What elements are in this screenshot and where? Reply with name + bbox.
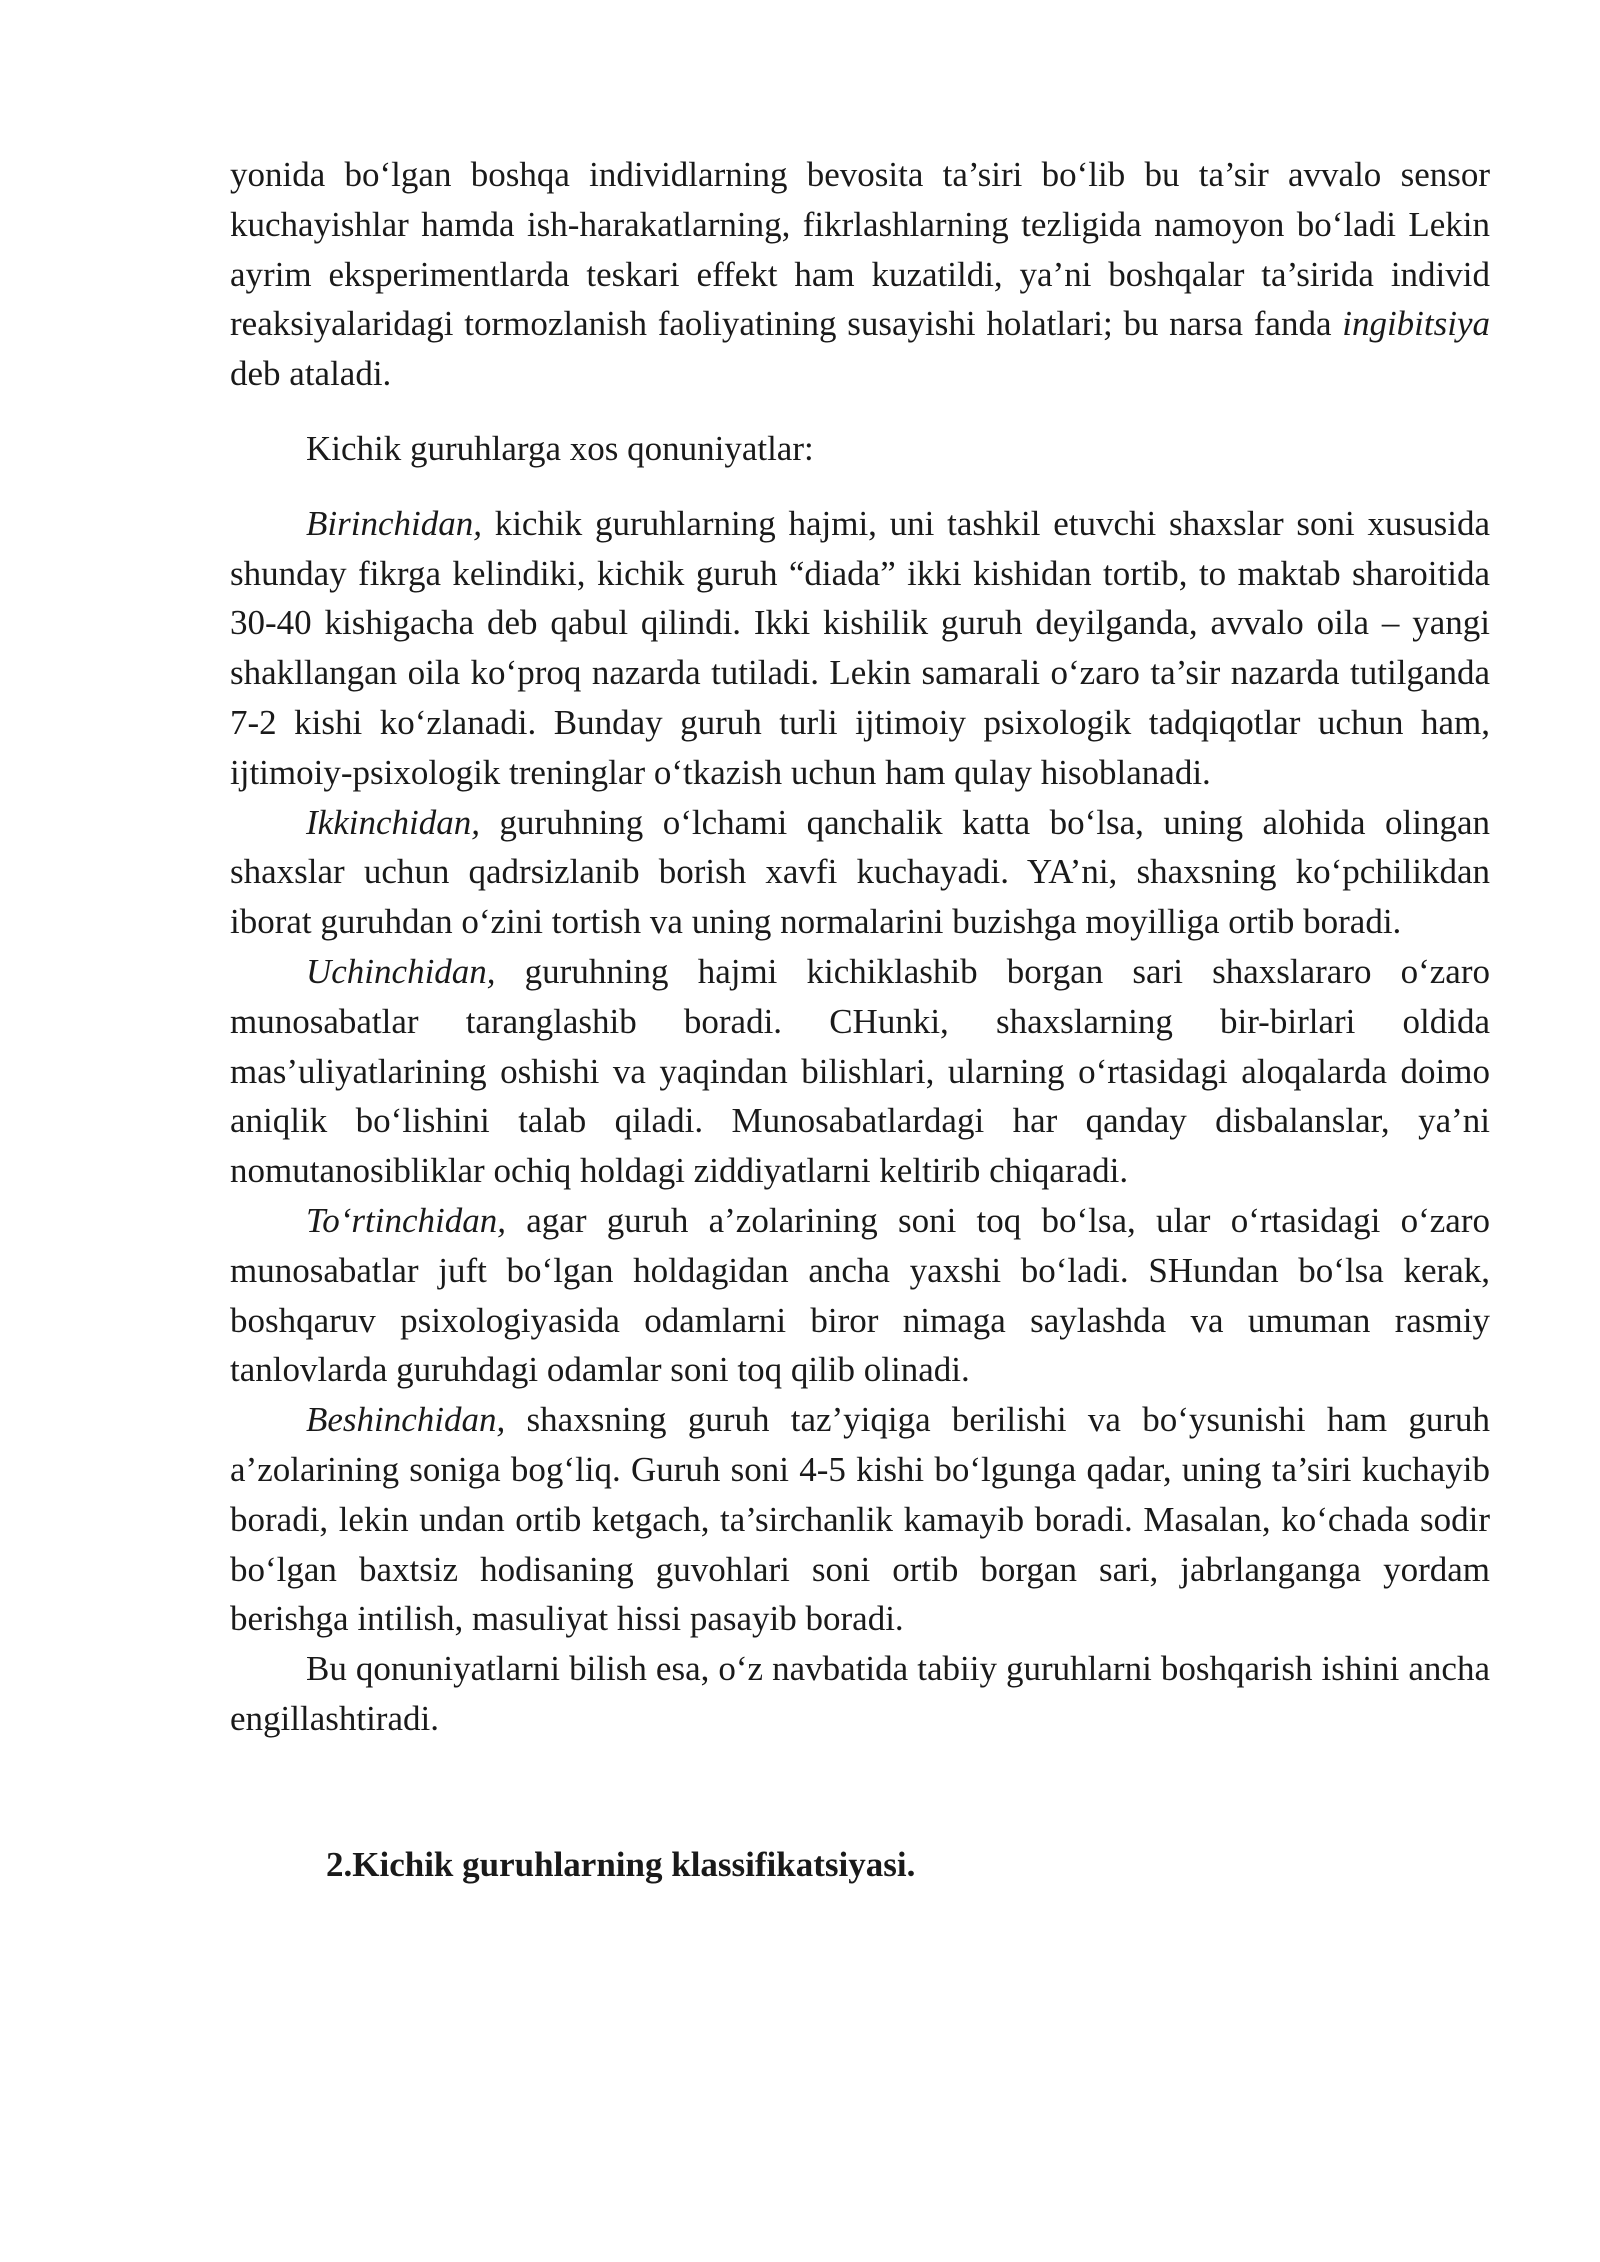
paragraph-fifth-law [230,1395,1490,1644]
paragraph-text: Kichik guruhlarga xos qonuniyatlar: [306,428,814,468]
paragraph-text: deb ataladi. [230,354,392,394]
italic-lead: Uchinchidan, [306,951,496,991]
italic-lead: Beshinchidan, [306,1400,506,1440]
paragraph-conclusion [230,1644,1490,1744]
italic-lead: Ikkinchidan, [306,802,480,842]
document-body [230,150,1490,1890]
paragraph-text: guruhning o‘lchami qanchalik katta bo‘lsa, uning alohida olingan shaxslar uchun qadrsizlanib borish xavfi kuchayadi. YA’ni, shaxsning ko‘pchilikdan iborat guruhdan o‘zini tortish va uning normalarini buzishga moyilliga ortib boradi. [230,802,1490,942]
italic-term: ingibitsiya [1342,304,1490,344]
section-heading: 2.Kichik guruhlarning klassifikatsiyasi. [326,1844,916,1884]
paragraph-text: kichik guruhlarning hajmi, uni tashkil etuvchi shaxslar soni xususida shunday fikrga kelindiki, kichik guruh “diada” ikki kishidan tortib, to maktab sharoitida 30-40 kishigacha deb qabul qilindi. Ikki kishilik guruh deyilganda, avvalo oila – yangi shakllangan oila ko‘proq nazarda tutiladi. Lekin samarali o‘zaro ta’sir nazarda tutilganda 7-2 kishi ko‘zlanadi. Bunday guruh turli ijtimoiy psixologik tadqiqotlar uchun ham, ijtimoiy-psixologik treninglar o‘tkazish uchun ham qulay hisoblanadi. [230,503,1490,792]
paragraph-continuation [230,150,1490,399]
italic-lead: To‘rtinchidan, [306,1200,506,1240]
italic-lead: Birinchidan, [306,503,482,543]
paragraph-fourth-law [230,1196,1490,1395]
paragraph-third-law [230,947,1490,1196]
paragraph-text: Bu qonuniyatlarni bilish esa, o‘z navbatida tabiiy guruhlarni boshqarish ishini ancha engillashtiradi. [230,1649,1490,1738]
paragraph-text: agar guruh a’zolarining soni toq bo‘lsa, ular o‘rtasidagi o‘zaro munosabatlar juft bo‘lgan holdagidan ancha yaxshi bo‘ladi. SHundan bo‘lsa kerak, boshqaruv psixologiyasida odamlarni biror nimaga saylashda va umuman rasmiy tanlovlarda guruhdagi odamlar soni toq qilib olinadi. [230,1200,1490,1390]
paragraph-second-law [230,798,1490,947]
paragraph-text: yonida bo‘lgan boshqa individlarning bevosita ta’siri bo‘lib bu ta’sir avvalo sensor kuchayishlar hamda ish-harakatlarning, fikrlashlarning tezligida namoyon bo‘ladi Lekin ayrim eksperimentlarda teskari effekt ham kuzatildi, ya’ni boshqalar ta’sirida individ reaksiyalaridagi tormozlanish faoliyatining susayishi holatlari; bu narsa fanda [230,155,1490,344]
paragraph-text: shaxsning guruh taz’yiqiga berilishi va bo‘ysunishi ham guruh a’zolarining soniga bog‘liq. Guruh soni 4-5 kishi bo‘lgunga qadar, uning ta’siri kuchayib boradi, lekin undan ortib ketgach, ta’sirchanlik kamayib boradi. Masalan, ko‘chada sodir bo‘lgan baxtsiz hodisaning guvohlari soni ortib borgan sari, jabrlanganga yordam berishga intilish, masuliyat hissi pasayib boradi. [230,1400,1490,1639]
paragraph-first-law [230,499,1490,798]
paragraph-text: guruhning hajmi kichiklashib borgan sari shaxslararo o‘zaro munosabatlar taranglashib boradi. CHunki, shaxslarning bir-birlari oldida mas’uliyatlarining oshishi va yaqindan bilishlari, ularning o‘rtasidagi aloqalarda doimo aniqlik bo‘lishini talab qiladi. Munosabatlardagi har qanday disbalanslar, ya’ni nomutanosibliklar ochiq holdagi ziddiyatlarni keltirib chiqaradi. [230,951,1490,1191]
paragraph-intro [230,424,1490,474]
